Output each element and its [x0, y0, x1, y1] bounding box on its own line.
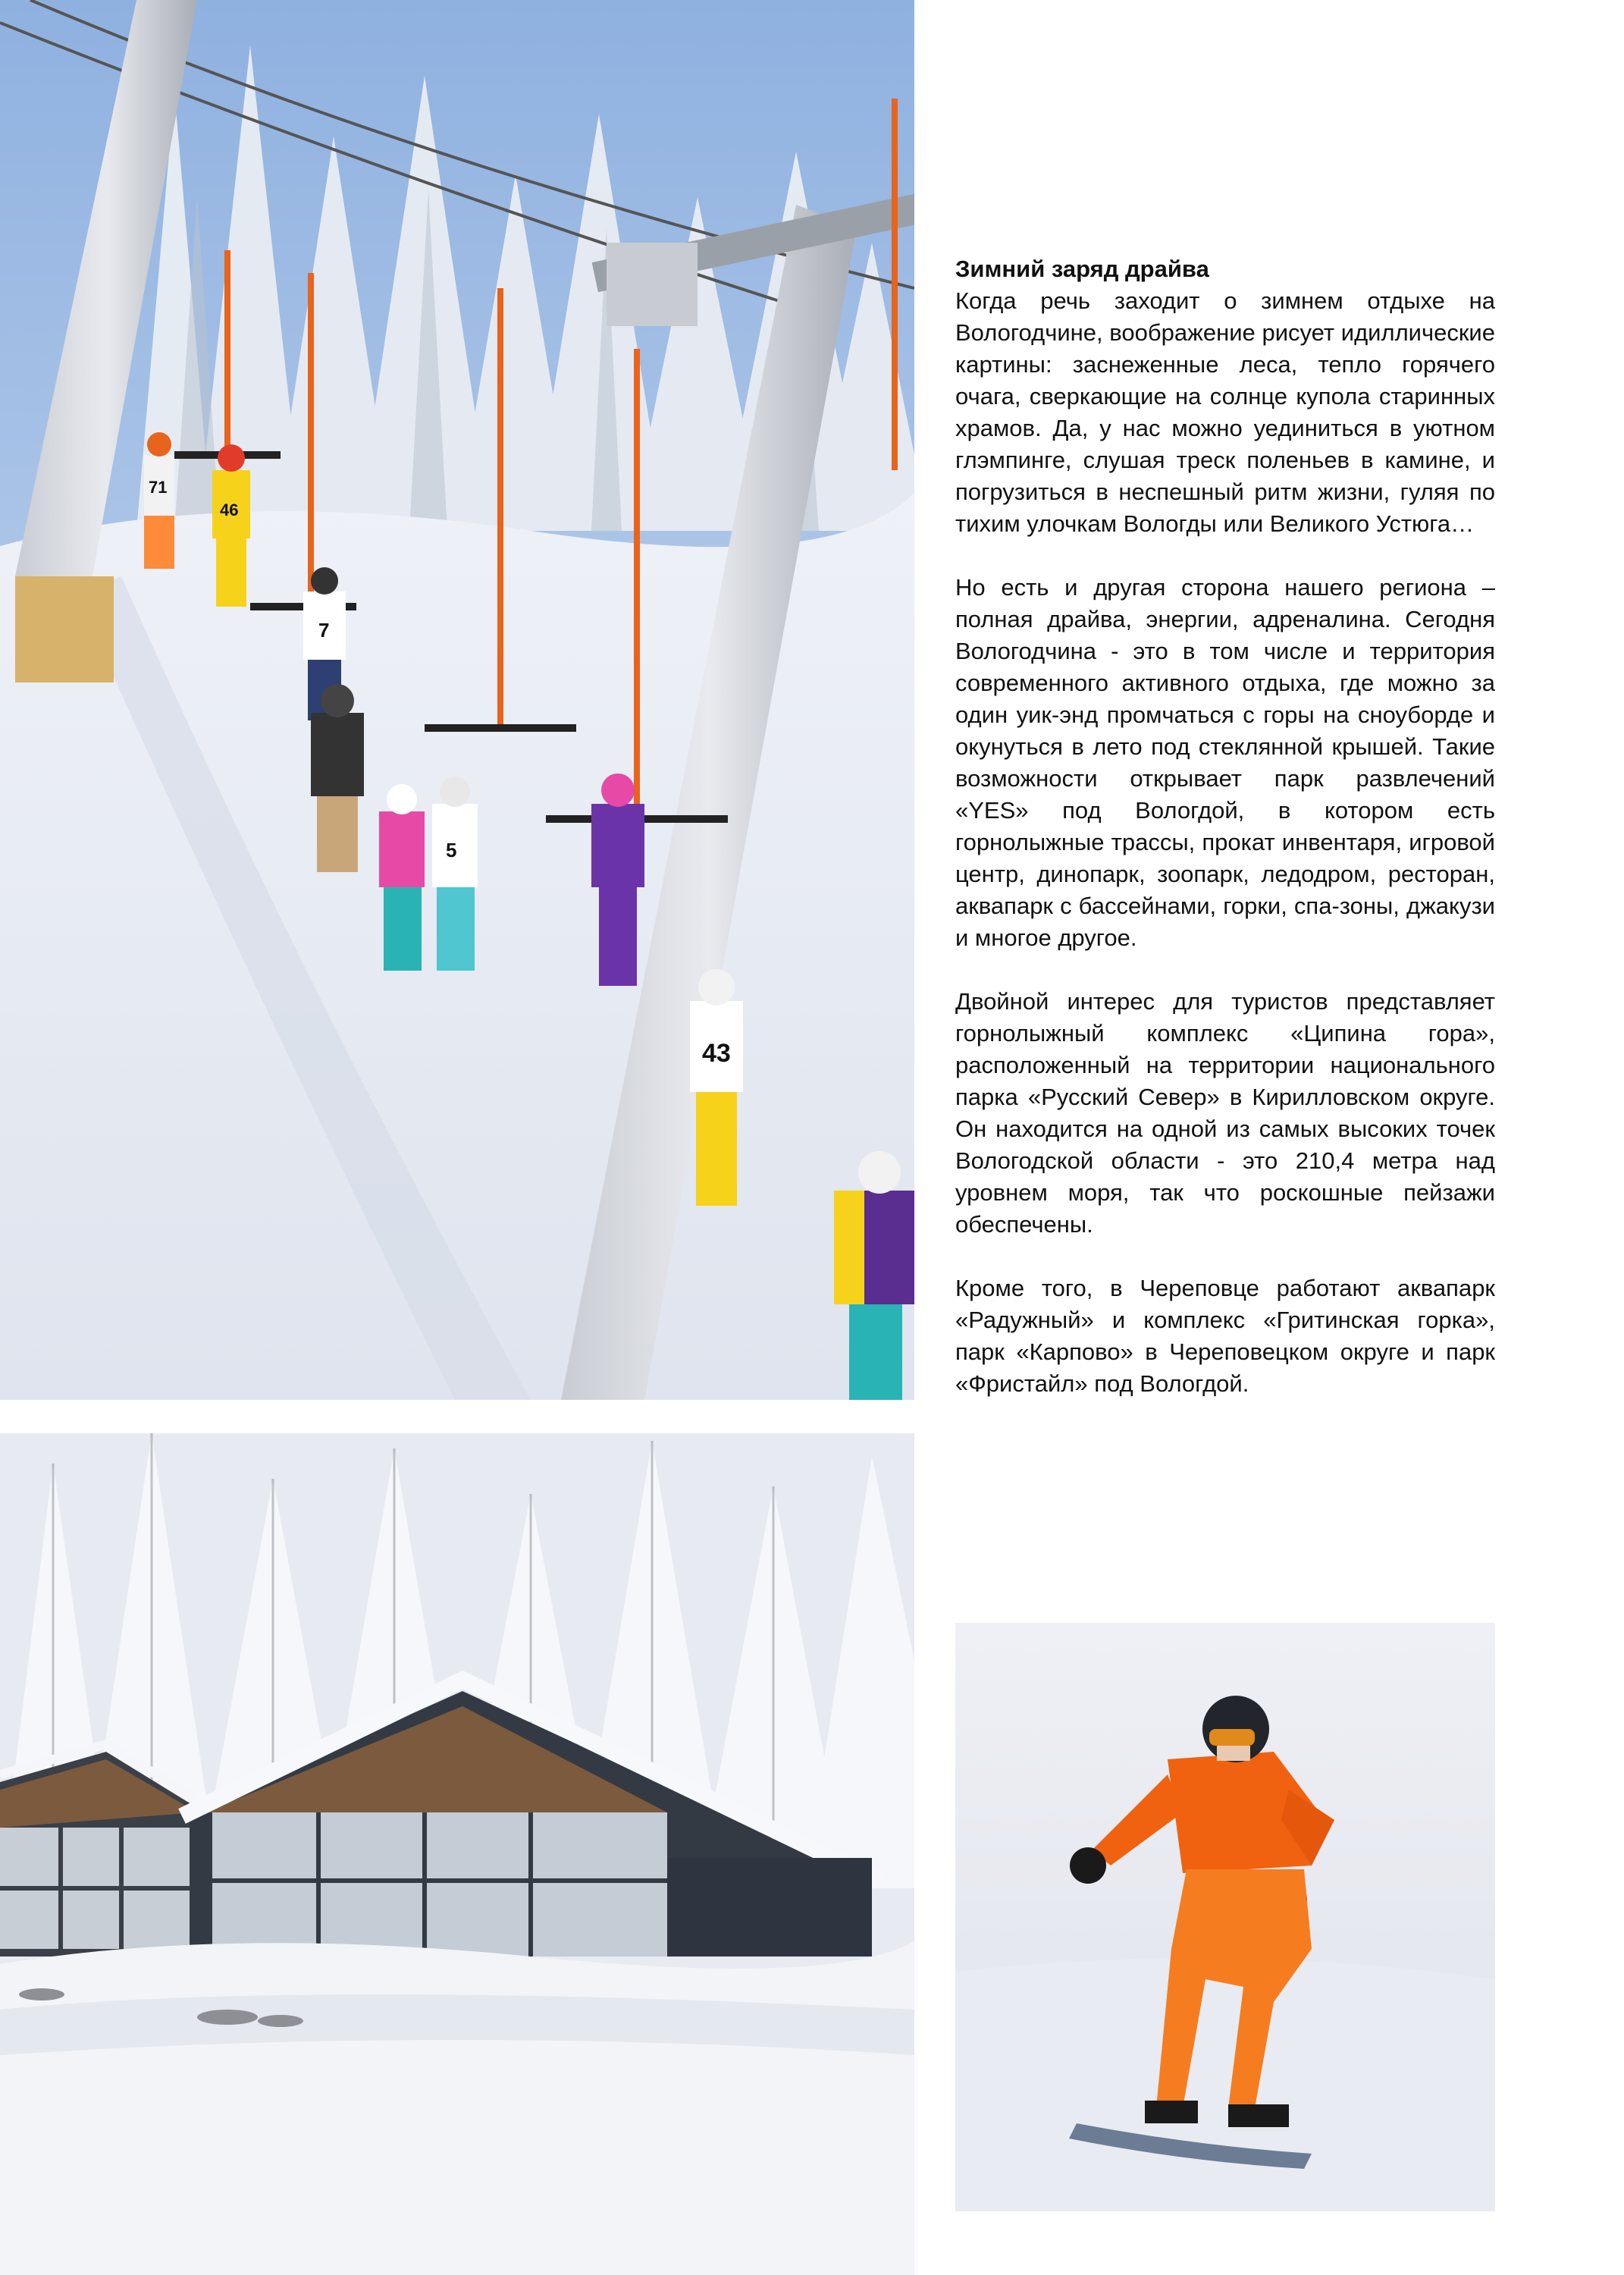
bib-number: 46 — [220, 500, 239, 519]
article-paragraph: Кроме того, в Череповце работают аквапарк «Радужный» и комплекс «Гритинская горка», парк «Карпово» в Череповецком округе и парк «Фристайл» под Вологдой. — [955, 1275, 1495, 1397]
ski-lift-photo — [0, 0, 914, 1400]
snowboarder-illustration — [955, 1623, 1495, 2211]
snowboarder-photo — [955, 1623, 1495, 2211]
bib-number: 71 — [149, 478, 168, 497]
bib-number: 5 — [446, 839, 457, 861]
ski-lift-illustration — [0, 0, 914, 1400]
bib-number: 43 — [702, 1039, 731, 1068]
glamping-photo — [0, 1433, 914, 2275]
article-paragraph: Когда речь заходит о зимнем отдыхе на Вологодчине, воображение рисует идиллические картины: заснеженные леса, тепло горячего очага, сверкающие на солнце купола старинных храмов. Да, у нас можно уединиться в уютном глэмпинге, слушая треск поленьев в камине, и погрузиться в неспешный ритм жизни, гуляя по тихим улочкам Вологды или Великого Устюга… — [955, 287, 1495, 537]
glamping-illustration — [0, 1433, 914, 2275]
article-paragraph: Но есть и другая сторона нашего региона – полная драйва, энергии, адреналина. Сегодня Вологодчина - это в том числе и территория современного активного отдыха, где можно за один уик-энд промчаться с горы на сноуборде и окунуться в лето под стеклянной крышей. Такие возможности открывает парк развлечений «YES» под Вологдой, в котором есть горнолыжные трассы, прокат инвентаря, игровой центр, динопарк, зоопарк, ледодром, ресторан, аквапарк с бассейнами, горки, спа-зоны, джакузи и многое другое. — [955, 574, 1495, 951]
article-paragraph: Двойной интерес для туристов представляет горнолыжный комплекс «Ципина гора», расположенный на территории национального парка «Русский Север» в Кирилловском округе. Он находится на одной из самых высоких точек Вологодской области - это 210,4 метра над уровнем моря, так что роскошные пейзажи обеспечены. — [955, 988, 1495, 1238]
article — [955, 253, 1495, 1432]
article-heading: Зимний заряд драйва — [955, 256, 1209, 282]
bib-number: 7 — [318, 619, 330, 642]
